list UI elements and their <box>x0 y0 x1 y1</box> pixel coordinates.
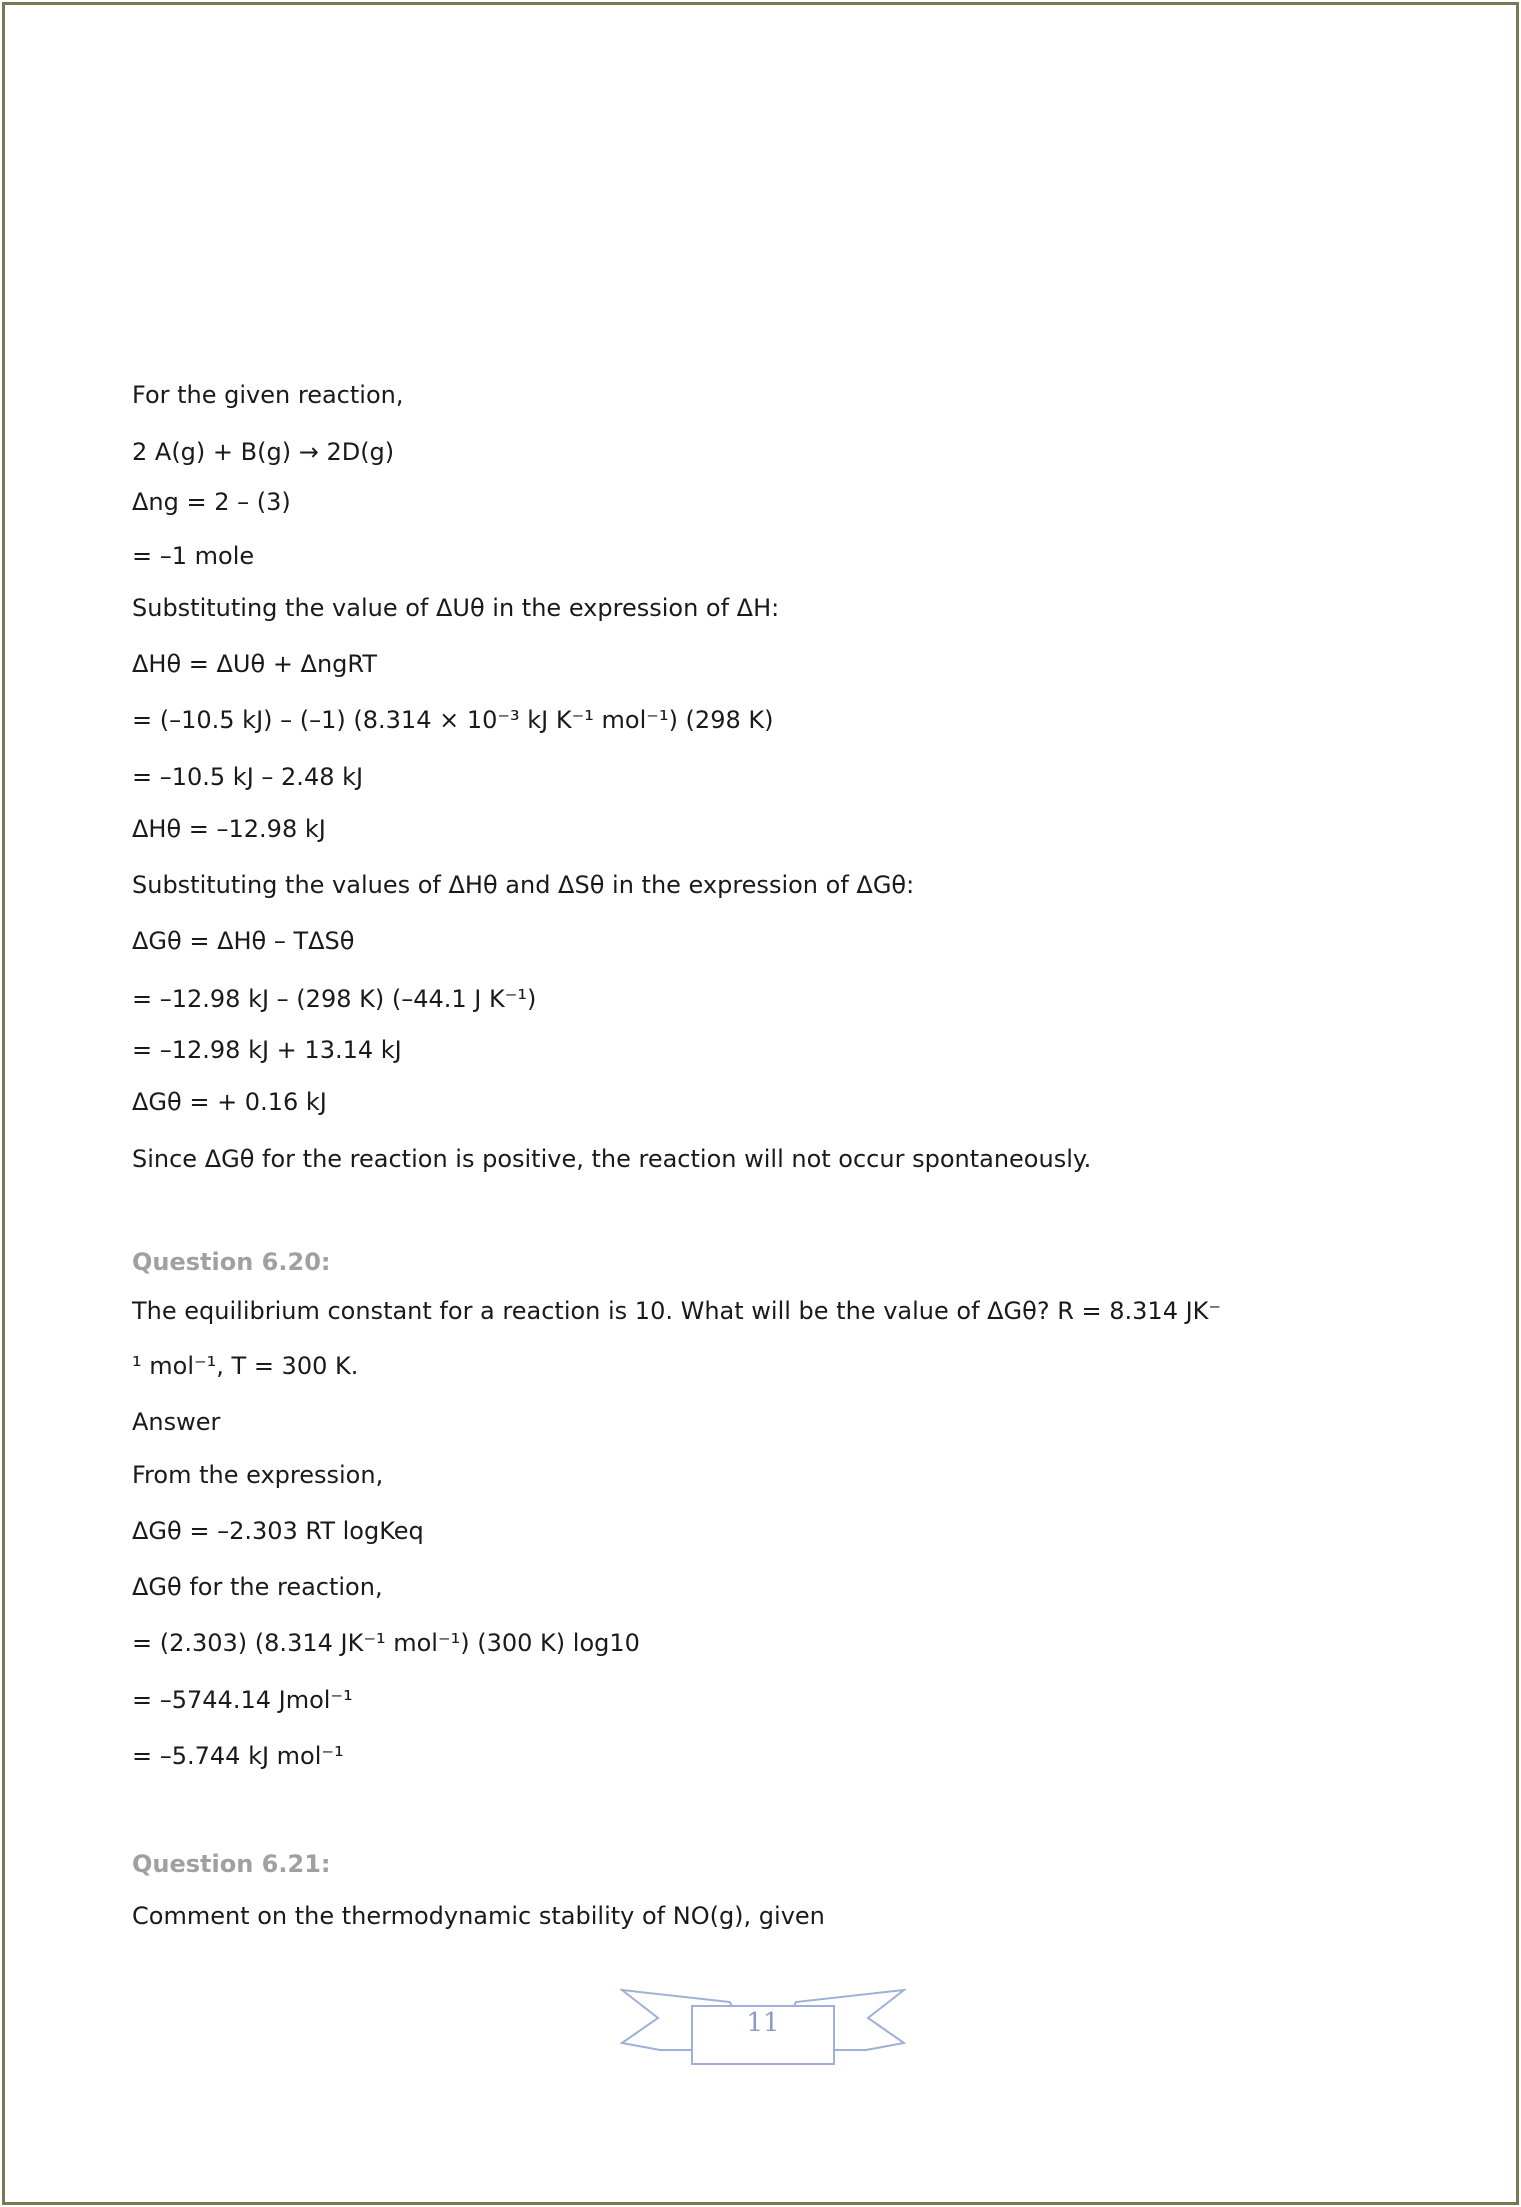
equation-line: Δng = 2 – (3) <box>132 488 291 516</box>
equation-line: = (2.303) (8.314 JK⁻¹ mol⁻¹) (300 K) log10 <box>132 1629 640 1657</box>
equation-line: ΔGθ = –2.303 RT logKeq <box>132 1517 424 1545</box>
equation-line: ΔGθ = + 0.16 kJ <box>132 1088 327 1116</box>
equation-line: = –1 mole <box>132 542 255 570</box>
equation-line: ΔGθ = ΔHθ – TΔSθ <box>132 927 355 955</box>
page-number-banner <box>620 1988 906 2068</box>
text-line: Comment on the thermodynamic stability of NO(g), given <box>132 1902 825 1930</box>
page-number: 11 <box>746 2008 780 2038</box>
text-line: From the expression, <box>132 1461 384 1489</box>
text-line: Substituting the value of ΔUθ in the expression of ΔH: <box>132 594 780 622</box>
equation-line: = –5744.14 Jmol⁻¹ <box>132 1686 353 1714</box>
answer-label: Answer <box>132 1408 221 1436</box>
text-line: ΔGθ for the reaction, <box>132 1573 383 1601</box>
text-line: The equilibrium constant for a reaction is 10. What will be the value of ΔGθ? R = 8.314 JK⁻ <box>132 1297 1222 1325</box>
equation-line: ΔHθ = –12.98 kJ <box>132 815 326 843</box>
equation-line: ΔHθ = ΔUθ + ΔngRT <box>132 650 378 678</box>
equation-line: = –5.744 kJ mol⁻¹ <box>132 1742 344 1770</box>
text-line: ¹ mol⁻¹, T = 300 K. <box>132 1352 359 1380</box>
text-line: Substituting the values of ΔHθ and ΔSθ in the expression of ΔGθ: <box>132 871 915 899</box>
question-heading: Question 6.21: <box>132 1850 331 1878</box>
equation-line: = –12.98 kJ – (298 K) (–44.1 J K⁻¹) <box>132 985 537 1013</box>
equation-line: 2 A(g) + B(g) → 2D(g) <box>132 438 395 466</box>
question-heading: Question 6.20: <box>132 1248 331 1276</box>
equation-line: = (–10.5 kJ) – (–1) (8.314 × 10⁻³ kJ K⁻¹ mol⁻¹) (298 K) <box>132 706 774 734</box>
equation-line: = –10.5 kJ – 2.48 kJ <box>132 763 364 791</box>
equation-line: = –12.98 kJ + 13.14 kJ <box>132 1036 402 1064</box>
text-line: Since ΔGθ for the reaction is positive, the reaction will not occur spontaneously. <box>132 1145 1092 1173</box>
text-line: For the given reaction, <box>132 381 404 409</box>
